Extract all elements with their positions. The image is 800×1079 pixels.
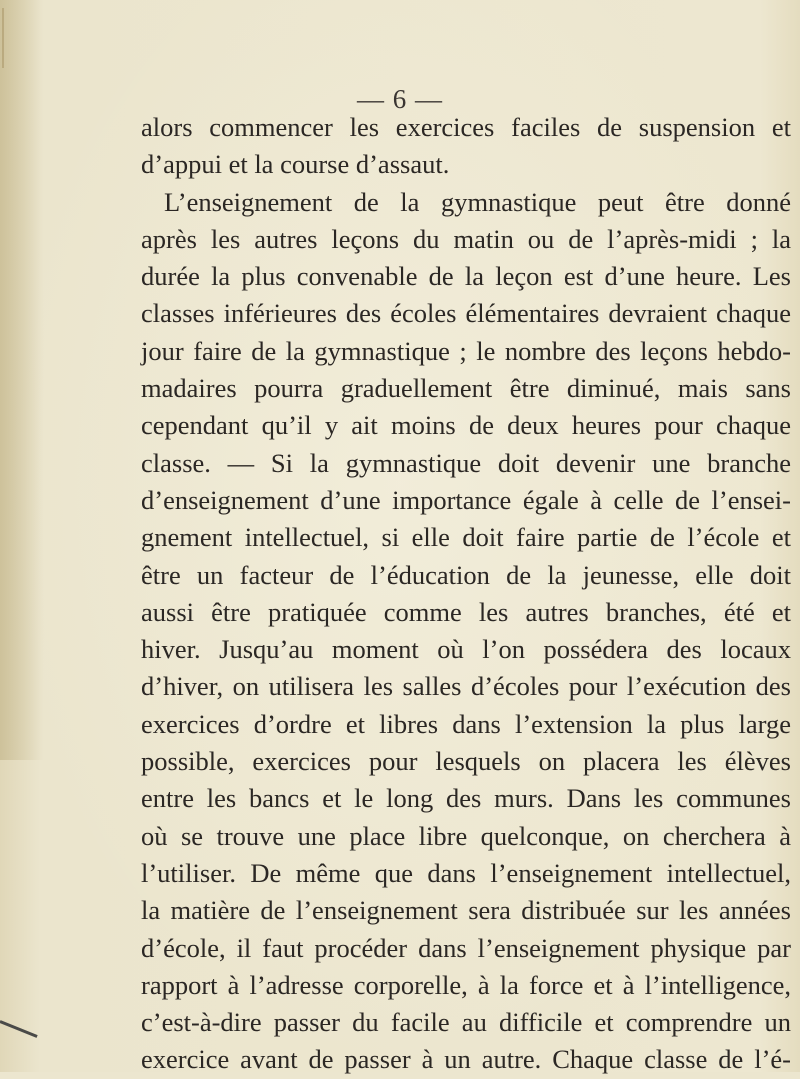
text-line: cependant qu’il y ait moins de deux heures pour chaque xyxy=(141,410,791,441)
corner-crease-mark xyxy=(0,1020,38,1038)
text-line: d’école, il faut procéder dans l’enseignement physique par xyxy=(141,932,791,963)
text-line: où se trouve une place libre quelconque, on cherchera à xyxy=(141,820,791,851)
text-line: durée la plus convenable de la leçon est d’une heure. Les xyxy=(141,261,791,292)
text-line: exercices d’ordre et libres dans l’extension la plus large xyxy=(141,708,791,739)
page-edge-mark xyxy=(2,8,22,68)
text-line: possible, exercices pour lesquels on placera les élèves xyxy=(141,746,791,777)
text-line: d’appui et la course d’assaut. xyxy=(141,149,450,180)
text-line: classe. — Si la gymnastique doit devenir une branche xyxy=(141,447,791,478)
text-line: alors commencer les exercices faciles de suspension et xyxy=(141,112,791,142)
text-line: d’hiver, on utilisera les salles d’écoles pour l’exécution des xyxy=(141,671,791,702)
text-line: madaires pourra graduellement être diminué, mais sans xyxy=(141,373,791,404)
body-text xyxy=(141,109,791,1079)
text-line: gnement intellectuel, si elle doit faire partie de l’école et xyxy=(141,522,791,553)
text-line: l’utiliser. De même que dans l’enseignement intellectuel, xyxy=(141,857,791,888)
text-line: après les autres leçons du matin ou de l’après-midi ; la xyxy=(141,223,791,254)
text-line: L’enseignement de la gymnastique peut être donné xyxy=(164,186,791,217)
text-line: classes inférieures des écoles élémentaires devraient chaque xyxy=(141,298,791,329)
text-line: entre les bancs et le long des murs. Dans les communes xyxy=(141,783,791,814)
text-line: c’est-à-dire passer du facile au difficile et comprendre un xyxy=(141,1007,791,1038)
text-line: la matière de l’enseignement sera distribuée sur les années xyxy=(141,895,791,926)
text-line: jour faire de la gymnastique ; le nombre des leçons hebdo- xyxy=(141,335,791,366)
text-line: d’enseignement d’une importance égale à celle de l’ensei- xyxy=(141,484,791,515)
text-line: aussi être pratiquée comme les autres branches, été et xyxy=(141,596,791,627)
text-line: être un facteur de l’éducation de la jeunesse, elle doit xyxy=(141,559,791,590)
text-line: rapport à l’adresse corporelle, à la force et à l’intelligence, xyxy=(141,969,791,1000)
page-number-header: — 6 — xyxy=(357,84,443,114)
text-line: exercice avant de passer à un autre. Chaque classe de l’é- xyxy=(141,1044,791,1075)
text-line: hiver. Jusqu’au moment où l’on possédera des locaux xyxy=(141,634,791,665)
